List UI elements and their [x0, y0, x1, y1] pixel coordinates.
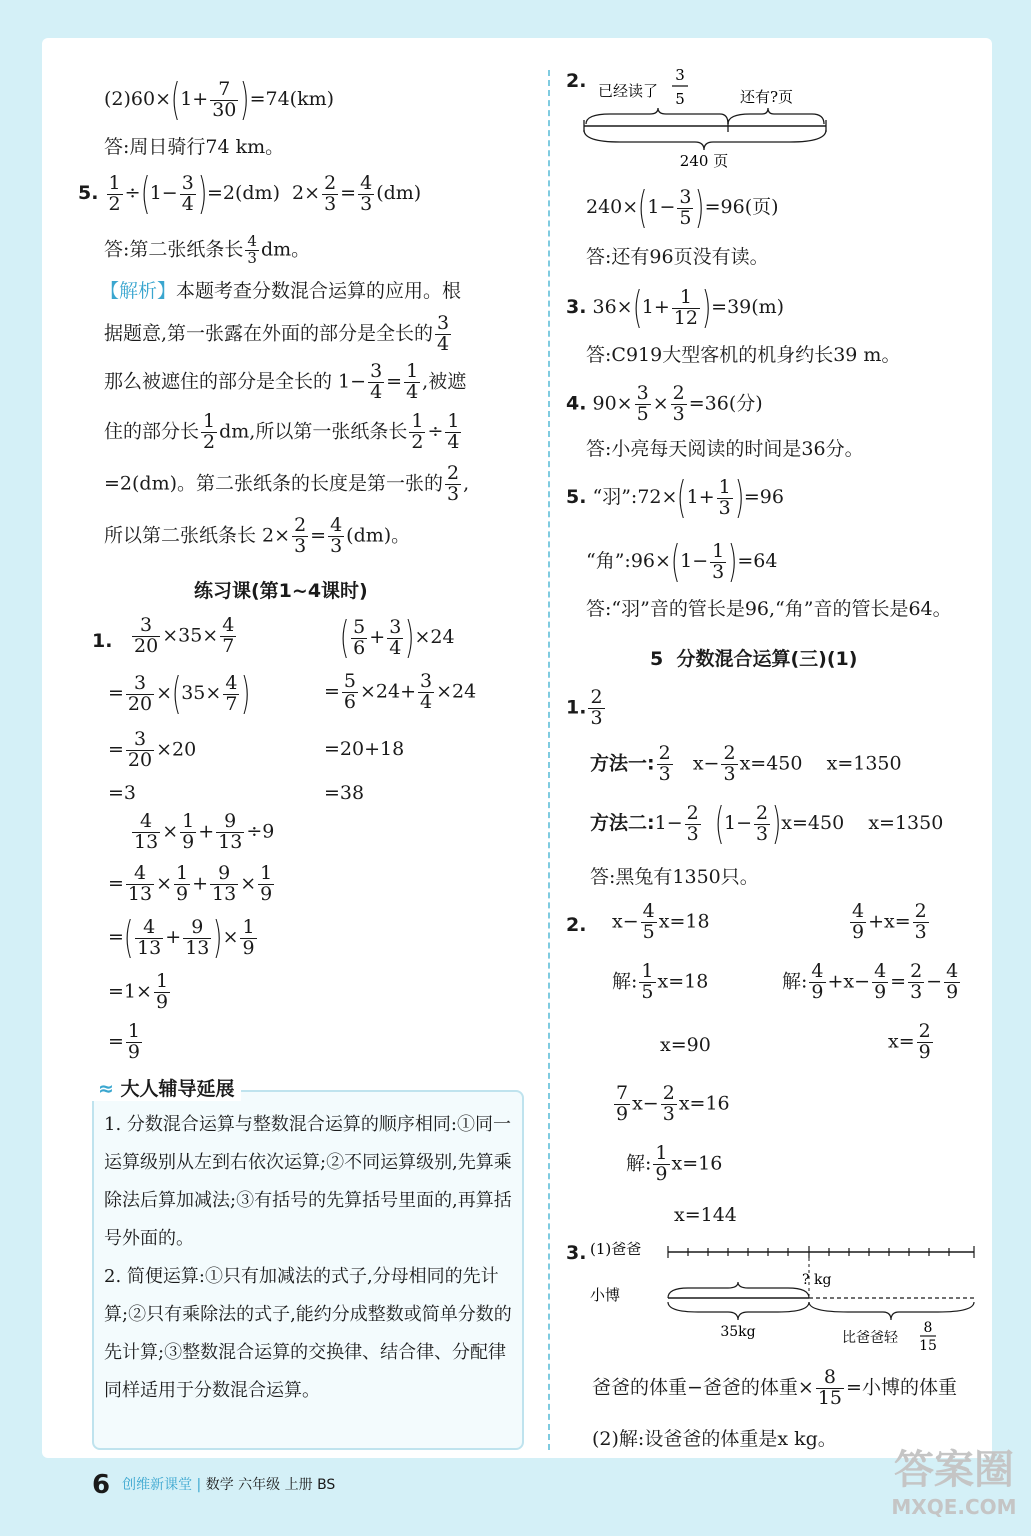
page-number: 6: [92, 1470, 111, 1500]
extension-point-1: 1. 分数混合运算与整数混合运算的顺序相同:①同一运算级别从左到右依次运算;②不同运算级别,先算乘除法后算加减法;③有括号的先算括号里面的,再算括号外面的。: [104, 1114, 512, 1249]
book-name: 创维新课堂: [122, 1477, 193, 1493]
answer-l1: 答:周日骑行74 km。: [104, 136, 285, 158]
q2-brace-read: [586, 108, 728, 124]
r-q4-answer: 答:小亮每天阅读的时间是36分。: [586, 438, 864, 460]
r-s2-number: 2.: [566, 914, 587, 936]
analysis-line-2: 据题意,第一张露在外面的部分是全长的 $\frac{3}{4}$: [104, 312, 450, 355]
lighter-frac-den: 15: [919, 1338, 937, 1354]
r-q5-answer: 答:“羽”音的管长是96,“角”音的管长是64。: [586, 598, 952, 620]
p1b-line-2: = $\frac{5}{6}$ ×24+ $\frac{3}{4}$ ×24: [324, 670, 477, 713]
xiaobo-weight-label: 35kg: [720, 1324, 756, 1340]
difference-brace: [809, 1302, 974, 1320]
eq2-line-2: 解: $\frac{4}{9}$ +x− $\frac{4}{9}$ = $\frac{2}{3}$ − $\frac{4}{9}$: [782, 960, 959, 1003]
r-s1-method-2: 方法二:1− $\frac{2}{3}$ (1− $\frac{2}{3}$ )x=450 x=1350: [590, 798, 944, 849]
eq2-line-1: $\frac{4}{9}$ +x= $\frac{2}{3}$: [852, 900, 927, 943]
eq1-line-1: x− $\frac{4}{5}$ x=18: [612, 900, 710, 943]
analysis-line-1: 【解析】本题考查分数混合运算的应用。根: [100, 280, 462, 302]
eq1-line-2: 解: $\frac{1}{5}$ x=18: [612, 960, 709, 1003]
eq2-line-3: x= $\frac{2}{9}$: [888, 1020, 931, 1063]
r-q2-answer: 答:还有96页没有读。: [586, 246, 769, 268]
xiaobo-brace-bottom: [668, 1302, 809, 1320]
extension-point-2: 2. 简便运算:①只有加减法的式子,分母相同的先计算;②只有乘除法的式子,能约分成整数或简单分数的先计算;③整数混合运算的交换律、结合律、分配律同样适用于分数混合运算。: [104, 1266, 512, 1401]
eq3-line-2: 解: $\frac{1}{9}$ x=16: [626, 1142, 723, 1185]
column-divider: [548, 70, 550, 1450]
r-q5-line-1: 5. “羽”:72×(1+ $\frac{1}{3}$ )=96: [566, 472, 784, 523]
p1b-line-3: =20+18: [324, 738, 405, 760]
p1c-line-2: = $\frac{4}{13}$ × $\frac{1}{9}$ + $\frac{9}{13}$ × $\frac{1}{9}$: [108, 862, 273, 905]
r-s1-line: 1. $\frac{2}{3}$: [566, 686, 603, 729]
q2-rest-label: 还有?页: [740, 88, 794, 106]
p1a-line-2: = $\frac{3}{20}$ ×(35× $\frac{4}{7}$ ): [108, 668, 251, 719]
q5-line: 5. $\frac{1}{2}$ ÷(1− $\frac{3}{4}$ )=2(dm) 2× $\frac{2}{3}$ = $\frac{4}{3}$ (dm): [78, 168, 422, 219]
analysis-line-5: =2(dm)。第二张纸条的长度是第一张的 $\frac{2}{3}$ ,: [104, 462, 470, 505]
analysis-line-4: 住的部分长 $\frac{1}{2}$ dm,所以第一张纸条长 $\frac{1}{2}$ ÷ $\frac{1}{4}$: [104, 410, 460, 453]
r-s3-part2: (2)解:设爸爸的体重是x kg。: [592, 1428, 837, 1450]
q2-frac-den: 5: [675, 90, 685, 108]
extension-title: ≈ 大人辅导延展: [92, 1074, 241, 1101]
page-footer: 6 创维新课堂 | 数学 六年级 上册 BS: [92, 1470, 336, 1500]
watermark-text: 答案圈: [894, 1447, 1014, 1493]
watermark-url: MXQE.COM: [891, 1495, 1017, 1519]
lighter-frac-num: 8: [923, 1320, 933, 1336]
eq3-line-1: $\frac{7}{9}$ x− $\frac{2}{3}$ x=16: [616, 1082, 730, 1125]
section-title-5: 5 分数混合运算(三)(1): [650, 648, 858, 670]
line-l1: (2)60×(1+ $\frac{7}{30}$ )=74(km): [104, 74, 335, 125]
q5-answer: 答:第二张纸条长 $\frac{4}{3}$ dm。: [104, 232, 311, 267]
p1a-line-3: = $\frac{3}{20}$ ×20: [108, 728, 197, 771]
r-s1-answer: 答:黑兔有1350只。: [590, 866, 759, 888]
q2-frac-num: 3: [675, 66, 685, 84]
p1a-line-1: $\frac{3}{20}$ ×35× $\frac{4}{7}$: [134, 614, 235, 657]
unknown-weight-label: ? kg: [802, 1272, 832, 1288]
eq1-line-3: x=90: [660, 1034, 711, 1056]
q2-segment-diagram: [580, 62, 830, 172]
r-q4-equation: 4. 90× $\frac{3}{5}$ × $\frac{2}{3}$ =36(分): [566, 382, 763, 425]
r-q2-number: 2.: [566, 70, 587, 92]
q3-weight-diagram: [588, 1236, 983, 1354]
p1c-line-3: =( $\frac{4}{13}$ + $\frac{9}{13}$ )× $\frac{1}{9}$: [108, 912, 255, 963]
r-q5-line-2: “角”:96×(1− $\frac{1}{3}$ )=64: [586, 536, 778, 587]
q2-brace-rest: [728, 108, 824, 124]
p1b-line-1: ( $\frac{5}{6}$ + $\frac{3}{4}$ )×24: [339, 612, 455, 663]
section-title-practice: 练习课(第1~4课时): [194, 580, 368, 602]
p1c-line-1: $\frac{4}{13}$ × $\frac{1}{9}$ + $\frac{9}{13}$ ÷9: [134, 810, 275, 853]
q2-read-label: 已经读了: [598, 82, 659, 100]
p1c-line-5: = $\frac{1}{9}$: [108, 1020, 141, 1063]
analysis-line-6: 所以第二张纸条长 2× $\frac{2}{3}$ = $\frac{4}{3}$ (dm)。: [104, 514, 411, 557]
r-q2-equation: 240×(1− $\frac{3}{5}$ )=96(页): [586, 182, 779, 233]
r-s3-relation: 爸爸的体重−爸爸的体重× $\frac{8}{15}$ =小博的体重: [592, 1366, 957, 1409]
subject-info: 数学 六年级 上册 BS: [205, 1477, 336, 1493]
p1a-line-4: =3: [108, 782, 137, 804]
p1c-line-4: =1× $\frac{1}{9}$: [108, 970, 169, 1013]
lighter-label: 比爸爸轻: [842, 1330, 898, 1346]
r-s3-number: 3.: [566, 1242, 587, 1264]
q2-total-label: 240 页: [679, 152, 729, 170]
xiaobo-label: 小博: [590, 1286, 621, 1304]
wave-icon: ≈: [98, 1078, 121, 1100]
p1b-line-4: =38: [324, 782, 365, 804]
dad-label: (1)爸爸: [590, 1240, 642, 1258]
eq3-line-3: x=144: [674, 1204, 737, 1226]
q2-brace-total: [584, 130, 826, 150]
p1-number: 1.: [92, 630, 113, 652]
analysis-line-3: 那么被遮住的部分是全长的 1− $\frac{3}{4}$ = $\frac{1}{4}$ ,被遮: [104, 360, 467, 403]
watermark-logo: [889, 1438, 1019, 1519]
r-s1-method-1: 方法一: $\frac{2}{3}$ x− $\frac{2}{3}$ x=450 x=1350: [590, 742, 902, 785]
xiaobo-brace-top: [668, 1282, 809, 1298]
r-q3-answer: 答:C919大型客机的机身约长39 m。: [586, 344, 901, 366]
r-q3-equation: 3. 36×(1+ $\frac{1}{12}$ )=39(m): [566, 282, 785, 333]
